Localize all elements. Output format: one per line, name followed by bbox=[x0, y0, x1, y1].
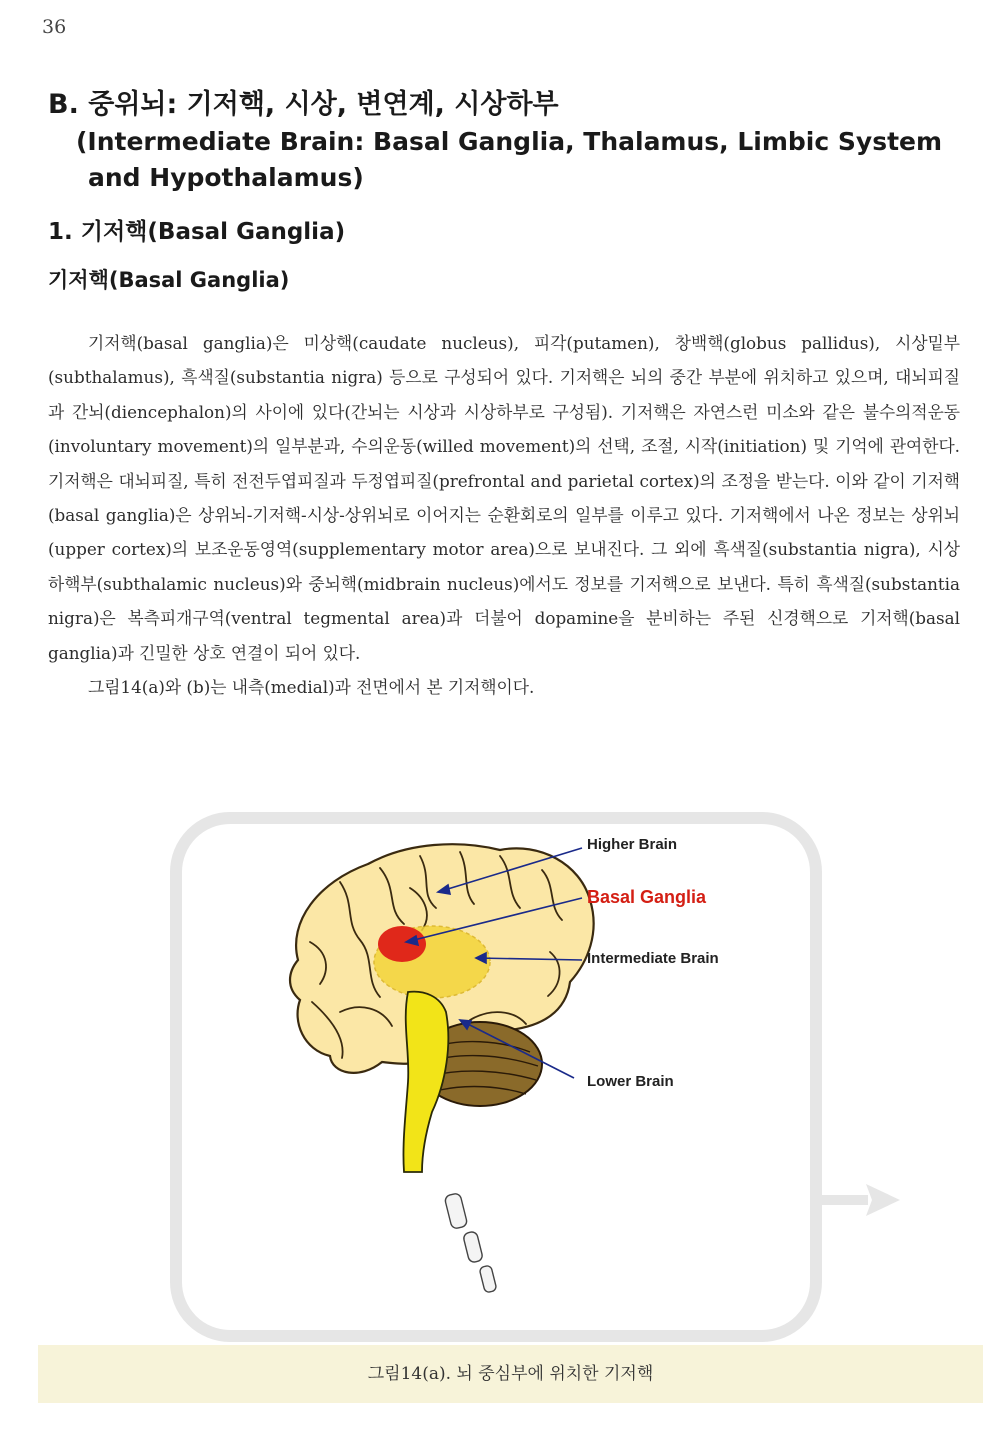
spinal-cord-segments bbox=[444, 1193, 497, 1293]
section-title: 1. 기저핵(Basal Ganglia) bbox=[48, 219, 346, 245]
label-basal-ganglia: Basal Ganglia bbox=[587, 887, 707, 907]
label-higher-brain: Higher Brain bbox=[587, 836, 678, 853]
brainstem-shape bbox=[403, 992, 448, 1172]
section-subtitle: 기저핵(Basal Ganglia) bbox=[48, 268, 290, 292]
label-lower-brain: Lower Brain bbox=[587, 1073, 674, 1090]
heading-english-line2: and Hypothalamus) bbox=[88, 163, 364, 192]
label-intermediate-brain: Intermediate Brain bbox=[587, 950, 719, 967]
body-text bbox=[48, 326, 960, 704]
paragraph-1: 기저핵(basal ganglia)은 미상핵(caudate nucleus), 피각(putamen), 창백핵(globus pallidus), 시상밑부(subthalamus), 흑색질(substantia nigra) 등으로 구성되어 있다. 기저핵은 뇌의 중간 부분에 위치하고 있으며, 대뇌피질과 간뇌(diencephalon)의 사이에 있다(간뇌는 시상과 시상하부로 구성됨). 기저핵은 자연스런 미소와 같은 불수의적운동(involuntary movement)의 일부분과, 수의운동(willed movement)의 선택, 조절, 시작(initiation) 및 기억에 관여한다. 기저핵은 대뇌피질, 특히 전전두엽피질과 두정엽피질(prefrontal and parietal cortex)의 조정을 받는다. 이와 같이 기저핵(basal ganglia)은 상위뇌-기저핵-시상-상위뇌로 이어지는 순환회로의 일부를 이루고 있다. 기저핵에서 나온 정보는 상위뇌(upper cortex)의 보조운동영역(supplementary motor area)으로 보내진다. 그 외에 흑색질(substantia nigra), 시상하핵부(subthalamic nucleus)와 중뇌핵(midbrain nucleus)에서도 정보를 기저핵으로 보낸다. 특히 흑색질(substantia nigra)은 복측피개구역(ventral tegmental area)과 더불어 dopamine을 분비하는 주된 신경핵으로 기저핵(basal ganglia)과 긴밀한 상호 연결이 되어 있다. bbox=[48, 333, 960, 663]
heading-english-line1: (Intermediate Brain: Basal Ganglia, Thalamus, Limbic System bbox=[76, 127, 943, 156]
figure-caption: 그림14(a). 뇌 중심부에 위치한 기저핵 bbox=[367, 1364, 654, 1384]
basal-ganglia-region bbox=[378, 926, 426, 962]
page-number: 36 bbox=[42, 16, 67, 38]
brain-diagram bbox=[170, 812, 930, 1332]
heading-korean: B. 중위뇌: 기저핵, 시상, 변연계, 시상하부 bbox=[48, 89, 559, 120]
paragraph-2: 그림14(a)와 (b)는 내측(medial)과 전면에서 본 기저핵이다. bbox=[88, 677, 535, 698]
chapter-heading bbox=[48, 86, 968, 196]
figure-caption-bar bbox=[38, 1345, 983, 1403]
